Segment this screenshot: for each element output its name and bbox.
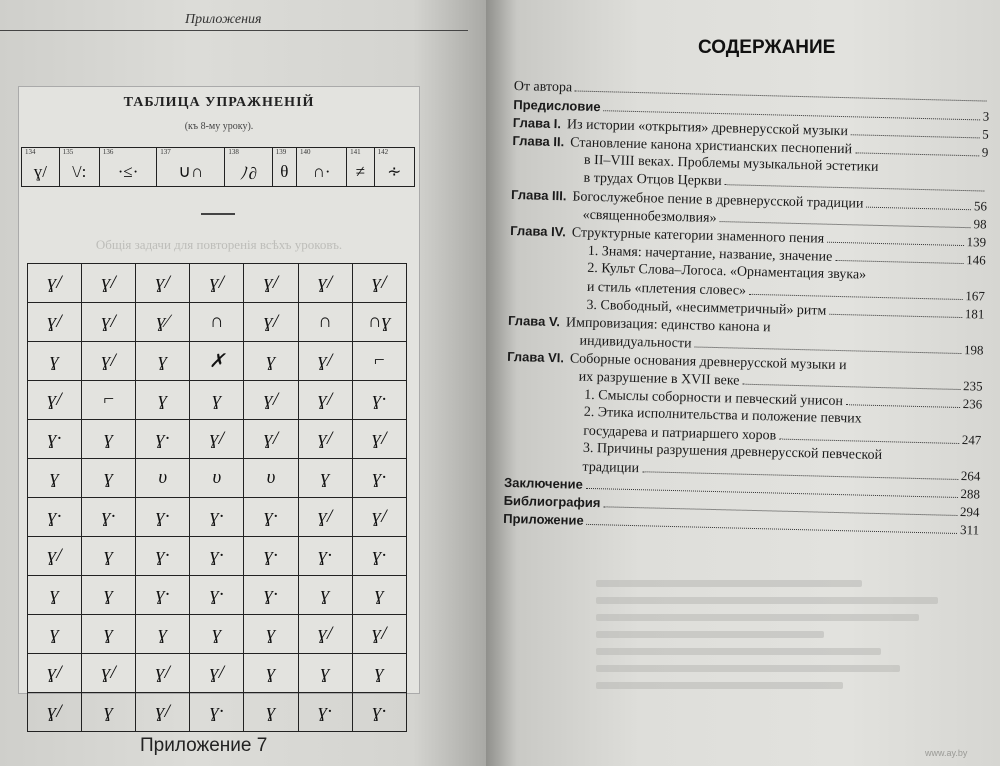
neume-symbol: ɣ <box>266 662 276 683</box>
neume-symbol: ɣ/ <box>209 428 225 449</box>
neume-symbol: ɣ· <box>210 701 224 722</box>
page-number: 5 <box>982 126 989 142</box>
page-number: 264 <box>960 468 981 484</box>
neume-symbol: ɣ <box>266 350 276 371</box>
neume-row <box>28 342 407 381</box>
table-of-contents <box>503 78 990 539</box>
chapter-label: Глава IV. <box>510 222 567 240</box>
neume-cell <box>28 615 82 654</box>
faded-line <box>596 614 919 621</box>
neume-symbol: ɣ/ <box>155 701 170 722</box>
neume-symbol: ɣ <box>104 623 114 644</box>
neume-cell <box>244 342 298 381</box>
neume-symbol: ɣ/ <box>155 272 170 293</box>
neume-cell <box>190 615 244 654</box>
neume-row <box>28 693 407 732</box>
neume-symbol: ɣ <box>158 389 168 410</box>
neume-cell <box>82 264 136 303</box>
dot-leader <box>587 524 957 534</box>
page-number: 288 <box>960 486 981 502</box>
neume-cell <box>352 264 406 303</box>
neume-symbol: ɣ <box>158 350 168 371</box>
neume-cell <box>136 537 190 576</box>
neume-symbol: \/: <box>72 161 87 181</box>
neume-cell <box>298 615 352 654</box>
neume-cell <box>352 693 406 732</box>
neume-cell <box>82 342 136 381</box>
neume-cell <box>244 537 298 576</box>
cell-number: 141 <box>350 148 361 156</box>
neume-symbol: ɣ· <box>47 506 62 527</box>
entry-title: индивидуальности <box>579 333 692 352</box>
neume-symbol: ɣ· <box>101 506 116 527</box>
neume-symbol: ɣ/ <box>317 623 333 644</box>
page-number: 247 <box>961 432 982 448</box>
neume-symbol: ɣ <box>212 389 222 410</box>
cell-number: 142 <box>377 148 389 156</box>
cell-number: 138 <box>228 148 239 156</box>
neume-symbol: ɣ/ <box>209 662 225 683</box>
neume-symbol: ɣ <box>104 428 114 449</box>
neume-row <box>28 303 407 342</box>
dot-leader <box>846 404 960 408</box>
entry-title: Структурные категории знаменного пения <box>571 225 825 247</box>
entry-title: «священнобезмолвия» <box>582 207 717 226</box>
neume-cell <box>272 148 296 187</box>
chapter-label: Глава I. <box>512 114 562 132</box>
chapter-label: Глава VI. <box>507 348 565 366</box>
page-number: 181 <box>964 306 985 322</box>
big-neume-table <box>27 263 407 732</box>
neume-exercise-plate <box>18 86 420 722</box>
neume-cell <box>157 148 225 187</box>
entry-title: От автора <box>513 78 573 96</box>
dot-leader <box>725 184 985 191</box>
neume-symbol: ɣ/ <box>263 428 279 449</box>
appendix-label: Приложение 7 <box>140 735 268 756</box>
neume-cell <box>28 342 82 381</box>
neume-symbol: ɣ· <box>210 545 224 566</box>
entry-title: 2. Культ Слова–Логоса. «Орнаментация звука» <box>587 260 867 283</box>
neume-cell <box>136 576 190 615</box>
neume-cell <box>190 498 244 537</box>
neume-row <box>28 654 407 693</box>
neume-symbol: ɣ <box>320 467 330 488</box>
neume-cell <box>190 459 244 498</box>
neume-cell <box>352 381 406 420</box>
neume-symbol: ɣ/ <box>317 506 333 527</box>
neume-symbol: ɣ· <box>264 584 278 605</box>
neume-symbol: ɣ <box>320 662 330 683</box>
neume-symbol: ɣ· <box>372 701 387 722</box>
neume-symbol: ɣ <box>104 584 114 605</box>
neume-cell <box>244 264 298 303</box>
neume-cell <box>136 420 190 459</box>
neume-cell <box>82 537 136 576</box>
neume-cell <box>352 537 406 576</box>
neume-symbol: ɣ <box>266 701 276 722</box>
neume-symbol: ≠ <box>355 161 366 181</box>
neume-cell <box>190 420 244 459</box>
neume-symbol: ɣ <box>374 662 384 683</box>
page-number: 146 <box>966 252 986 268</box>
neume-symbol: ɣ/ <box>317 350 333 371</box>
chapter-label: Глава V. <box>507 312 561 330</box>
neume-cell <box>190 537 244 576</box>
entry-title: традиции <box>582 459 640 477</box>
right-page <box>486 0 1000 766</box>
neume-row <box>28 264 407 303</box>
plate-title: ТАБЛИЦА УПРАЖНЕНІЙ <box>123 95 315 110</box>
cell-number: 137 <box>160 148 171 156</box>
neume-symbol: ɣ/ <box>372 272 387 293</box>
neume-cell <box>82 576 136 615</box>
neume-symbol: ɣ/ <box>47 701 62 722</box>
page-number: 236 <box>962 396 983 412</box>
neume-cell <box>136 693 190 732</box>
entry-title: Приложение <box>503 510 584 528</box>
neume-cell <box>244 654 298 693</box>
neume-cell <box>136 615 190 654</box>
toc-heading: СОДЕРЖАНИЕ <box>698 37 836 58</box>
entry-title: 3. Свободный, «несимметричный» ритм <box>586 297 827 319</box>
neume-cell <box>28 420 82 459</box>
dot-leader <box>827 242 964 246</box>
neume-cell <box>298 303 352 342</box>
neume-cell <box>82 303 136 342</box>
neume-symbol: ∪∩ <box>178 161 204 181</box>
faded-line <box>596 648 881 655</box>
neume-cell <box>225 148 272 187</box>
faded-line <box>596 580 862 587</box>
neume-cell <box>190 342 244 381</box>
neume-symbol: ɣ· <box>155 545 170 566</box>
neume-cell <box>298 459 352 498</box>
neume-symbol: ɣ <box>104 467 114 488</box>
neume-symbol: υ <box>158 467 168 488</box>
neume-cell <box>28 498 82 537</box>
neume-row <box>28 420 407 459</box>
cell-number: 134 <box>25 148 36 156</box>
cell-number: 139 <box>275 148 287 156</box>
neume-symbol: ɣ/ <box>101 662 116 683</box>
entry-title: в трудах Отцов Церкви <box>583 170 722 190</box>
neume-row <box>28 498 407 537</box>
page-number: 98 <box>973 216 987 232</box>
neume-cell <box>298 381 352 420</box>
faded-line <box>596 631 824 638</box>
neume-cell <box>374 148 414 187</box>
neume-symbol: ɣ· <box>264 545 278 566</box>
neume-cell <box>136 654 190 693</box>
neume-cell <box>190 381 244 420</box>
neume-cell <box>59 148 99 187</box>
neume-symbol: ∻ <box>387 161 402 181</box>
entry-title: их разрушение в XVII веке <box>578 369 740 389</box>
dot-leader <box>742 384 960 390</box>
neume-symbol: ɣ/ <box>372 506 387 527</box>
running-head: Приложения <box>185 12 262 27</box>
neume-cell <box>352 498 406 537</box>
neume-row <box>28 576 407 615</box>
neume-cell <box>136 264 190 303</box>
page-number: 294 <box>959 504 980 520</box>
neume-cell <box>99 148 156 187</box>
neume-cell <box>244 420 298 459</box>
watermark: www.ay.by <box>925 748 968 758</box>
page-number: 235 <box>962 378 983 394</box>
neume-cell <box>352 654 406 693</box>
header-rule <box>0 30 468 31</box>
neume-symbol: ɣ/ <box>101 272 116 293</box>
entry-title: 2. Этика исполнительства и положение певчих <box>583 404 862 427</box>
neume-row <box>28 615 407 654</box>
neume-symbol: ɣ <box>104 701 114 722</box>
neume-symbol: ɣ· <box>264 506 278 527</box>
neume-cell <box>244 381 298 420</box>
neume-symbol: ɣ/ <box>47 545 62 566</box>
neume-symbol: ɣ/ <box>47 311 62 332</box>
neume-cell <box>352 576 406 615</box>
neume-symbol: ɣ· <box>318 701 333 722</box>
page-number: 167 <box>965 288 985 304</box>
faded-line <box>596 682 843 689</box>
neume-symbol: ɣ <box>50 623 60 644</box>
neume-row <box>28 459 407 498</box>
neume-symbol: ⌐ <box>372 350 386 371</box>
neume-symbol: ɣ/ <box>372 623 387 644</box>
neume-symbol: ɣ <box>50 584 60 605</box>
neume-symbol: ɣ/ <box>33 161 47 181</box>
neume-cell <box>244 459 298 498</box>
faded-imprint <box>596 580 976 699</box>
entry-title: 3. Причины разрушения древнерусской певческой <box>582 440 883 464</box>
neume-cell <box>244 498 298 537</box>
neume-cell <box>352 615 406 654</box>
neume-cell <box>244 693 298 732</box>
neume-cell <box>136 459 190 498</box>
neume-symbol: ∩ɣ <box>367 311 391 332</box>
neume-cell <box>244 615 298 654</box>
neume-symbol: ɣ∕ <box>156 311 169 332</box>
neume-cell <box>190 576 244 615</box>
neume-symbol: ɣ <box>158 623 168 644</box>
neume-symbol: ɣ· <box>210 584 224 605</box>
neume-symbol: ɣ/ <box>101 350 116 371</box>
neume-cell <box>28 537 82 576</box>
neume-symbol: ɣ· <box>372 545 387 566</box>
neume-cell <box>298 498 352 537</box>
neume-cell <box>22 148 60 187</box>
neume-cell <box>136 303 190 342</box>
neume-cell <box>244 576 298 615</box>
chapter-label: Глава III. <box>510 186 567 204</box>
neume-cell <box>298 264 352 303</box>
neume-symbol: ∩ <box>210 311 224 332</box>
neume-symbol: ɣ <box>374 584 384 605</box>
neume-cell <box>190 654 244 693</box>
entry-title: и стиль «плетения словес» <box>586 279 747 299</box>
neume-symbol: ﾉ∂ <box>240 164 257 183</box>
neume-cell <box>82 381 136 420</box>
neume-cell <box>190 264 244 303</box>
neume-cell <box>28 576 82 615</box>
dot-leader <box>866 207 971 211</box>
neume-symbol: ɣ/ <box>155 662 170 683</box>
neume-cell <box>352 459 406 498</box>
neume-cell <box>298 537 352 576</box>
page-number: 311 <box>959 522 980 538</box>
neume-cell <box>28 381 82 420</box>
page-number: 56 <box>973 198 988 214</box>
cell-number: 135 <box>62 148 74 156</box>
neume-cell <box>82 420 136 459</box>
page-number: 3 <box>982 108 990 124</box>
left-page <box>0 0 486 766</box>
neume-symbol: ɣ· <box>372 389 387 410</box>
neume-symbol: ɣ <box>320 584 330 605</box>
dot-leader <box>835 260 963 264</box>
neume-symbol: ✗ <box>208 350 225 372</box>
entry-title: Богослужебное пение в древнерусской традиции <box>572 189 864 212</box>
dot-leader <box>851 134 979 138</box>
neume-symbol: ɣ/ <box>47 662 62 683</box>
neume-cell <box>296 148 346 187</box>
neume-symbol: ɣ <box>104 545 114 566</box>
neume-symbol: ɣ/ <box>317 389 333 410</box>
neume-cell <box>136 381 190 420</box>
neume-cell <box>82 693 136 732</box>
entry-title: Импровизация: единство канона и <box>565 315 771 336</box>
neume-cell <box>190 303 244 342</box>
neume-row <box>28 537 407 576</box>
cell-number: 136 <box>102 148 114 156</box>
neume-cell <box>298 654 352 693</box>
plate-subtitle: (къ 8-му уроку). <box>184 121 254 132</box>
neume-symbol: ɣ <box>50 467 60 488</box>
neume-row <box>28 381 407 420</box>
faded-caption: Общія задачи для повторенія всѣхъ уроковъ. <box>95 237 343 252</box>
neume-symbol: ɣ <box>266 623 276 644</box>
entry-title: Предисловие <box>513 96 601 115</box>
neume-cell <box>298 576 352 615</box>
neume-cell <box>244 303 298 342</box>
dot-leader <box>779 439 959 444</box>
neume-cell <box>82 459 136 498</box>
neume-cell <box>82 615 136 654</box>
entry-title: государева и патриаршего хоров <box>583 423 777 444</box>
neume-cell <box>136 342 190 381</box>
neume-cell <box>298 420 352 459</box>
neume-cell <box>352 342 406 381</box>
entry-title: Из истории «открытия» древнерусской музыки <box>566 117 849 140</box>
small-neume-table <box>21 147 415 187</box>
neume-symbol: ·≤· <box>117 161 139 181</box>
neume-symbol: ɣ/ <box>263 311 279 332</box>
neume-symbol: υ <box>266 467 276 488</box>
neume-cell <box>28 264 82 303</box>
neume-symbol: ɣ· <box>210 506 224 527</box>
page-number: 9 <box>981 144 989 160</box>
neume-symbol: ɣ/ <box>317 272 333 293</box>
neume-cell <box>136 498 190 537</box>
entry-title: Становление канона христианских песнопений <box>569 135 853 158</box>
entry-title: Заключение <box>503 474 584 492</box>
neume-symbol: ɣ/ <box>101 311 116 332</box>
faded-line <box>596 665 900 672</box>
neume-symbol: ɣ· <box>155 584 170 605</box>
entry-title: Библиография <box>503 492 601 511</box>
dot-leader <box>829 314 962 318</box>
page-number: 139 <box>966 234 987 250</box>
neume-cell <box>28 654 82 693</box>
neume-symbol: ɣ· <box>47 428 62 449</box>
neume-cell <box>352 303 406 342</box>
chapter-label: Глава II. <box>512 132 565 150</box>
neume-symbol: ɣ· <box>155 428 170 449</box>
neume-cell <box>352 420 406 459</box>
faded-line <box>596 597 938 604</box>
neume-cell <box>298 342 352 381</box>
neume-cell <box>82 654 136 693</box>
separator-dash <box>201 213 235 215</box>
neume-cell <box>28 459 82 498</box>
neume-symbol: ɣ/ <box>209 272 225 293</box>
page-number: 198 <box>963 342 984 358</box>
neume-symbol: θ <box>280 161 289 181</box>
neume-cell <box>28 693 82 732</box>
neume-symbol: ɣ· <box>372 467 387 488</box>
dot-leader <box>749 294 962 300</box>
neume-symbol: ɣ/ <box>263 272 279 293</box>
neume-symbol: ɣ/ <box>47 272 62 293</box>
neume-cell <box>298 693 352 732</box>
neume-symbol: υ <box>212 467 222 488</box>
dot-leader <box>855 152 979 156</box>
neume-symbol: ɣ/ <box>372 428 387 449</box>
neume-symbol: ɣ· <box>155 506 170 527</box>
entry-title: 1. Знамя: начертание, название, значение <box>587 243 833 265</box>
neume-symbol: ∩· <box>312 161 331 181</box>
neume-cell <box>82 498 136 537</box>
neume-symbol: ɣ/ <box>317 428 333 449</box>
neume-cell <box>190 693 244 732</box>
entry-title: Соборные основания древнерусской музыки и <box>569 351 847 374</box>
neume-symbol: ɣ <box>212 623 222 644</box>
entry-title: в II–VIII веках. Проблемы музыкальной эстетики <box>583 152 879 175</box>
cell-number: 140 <box>299 148 311 156</box>
neume-symbol: ɣ <box>50 350 60 371</box>
neume-cell <box>347 148 374 187</box>
neume-symbol: ∩ <box>318 311 332 332</box>
neume-cell <box>28 303 82 342</box>
entry-title: 1. Смыслы соборности и певческий унисон <box>584 387 844 410</box>
neume-symbol: ⌐ <box>102 389 116 410</box>
neume-symbol: ɣ/ <box>263 389 279 410</box>
neume-symbol: ɣ/ <box>47 389 62 410</box>
neume-symbol: ɣ· <box>318 545 333 566</box>
